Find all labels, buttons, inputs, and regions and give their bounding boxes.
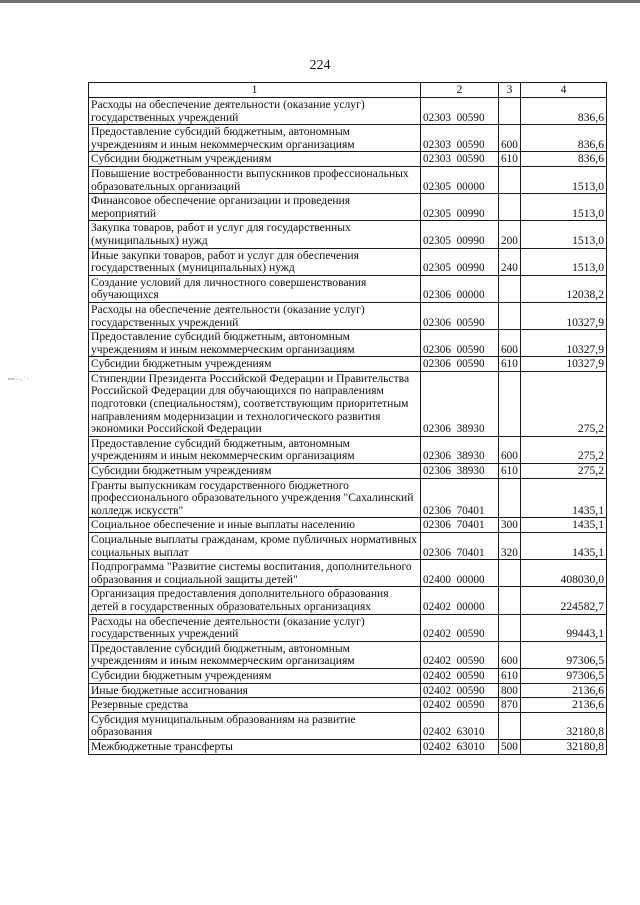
header-col-3: 3: [499, 83, 521, 98]
row-name: Финансовое обеспечение организации и проведения мероприятий: [89, 194, 421, 221]
row-type: 600: [499, 641, 521, 668]
row-code: 02306 70401: [421, 533, 499, 560]
row-code: 02303 00590: [421, 125, 499, 152]
row-type: [499, 614, 521, 641]
table-row: [89, 221, 607, 248]
page-number: 224: [309, 58, 331, 73]
row-type: [499, 194, 521, 221]
table-row: [89, 712, 607, 739]
row-type: [499, 587, 521, 614]
scan-top-edge: [0, 0, 640, 3]
row-code: 02306 38930: [421, 436, 499, 463]
table-row: [89, 533, 607, 560]
header-col-1: 1: [89, 83, 421, 98]
row-name: Расходы на обеспечение деятельности (оказание услуг) государственных учреждений: [89, 614, 421, 641]
row-name: Расходы на обеспечение деятельности (оказание услуг) государственных учреждений: [89, 98, 421, 125]
table-row: [89, 357, 607, 372]
row-amount: 10327,9: [521, 302, 607, 329]
row-name: Социальные выплаты гражданам, кроме публичных нормативных социальных выплат: [89, 533, 421, 560]
row-name: Создание условий для личностного совершенствования обучающихся: [89, 275, 421, 302]
row-amount: 1435,1: [521, 478, 607, 518]
header-col-4: 4: [521, 83, 607, 98]
table-row: [89, 152, 607, 167]
row-amount: 1513,0: [521, 166, 607, 193]
row-type: [499, 712, 521, 739]
row-name: Расходы на обеспечение деятельности (оказание услуг) государственных учреждений: [89, 302, 421, 329]
header-col-2: 2: [421, 83, 499, 98]
row-code: 02306 00590: [421, 302, 499, 329]
table-row: [89, 371, 607, 436]
row-amount: 408030,0: [521, 560, 607, 587]
row-amount: 836,6: [521, 152, 607, 167]
row-name: Субсидии бюджетным учреждениям: [89, 464, 421, 479]
table-row: [89, 668, 607, 683]
row-code: 02306 00590: [421, 357, 499, 372]
row-code: 02305 00990: [421, 194, 499, 221]
row-amount: 275,2: [521, 464, 607, 479]
row-name: Предоставление субсидий бюджетным, автономным учреждениям и иным некоммерческим организациям: [89, 641, 421, 668]
row-code: 02402 00590: [421, 614, 499, 641]
row-code: 02402 00590: [421, 668, 499, 683]
row-amount: 32180,8: [521, 712, 607, 739]
row-amount: 2136,6: [521, 683, 607, 698]
table-row: [89, 275, 607, 302]
row-amount: 1513,0: [521, 221, 607, 248]
row-name: Предоставление субсидий бюджетным, автономным учреждениям и иным некоммерческим организациям: [89, 330, 421, 357]
row-type: 320: [499, 533, 521, 560]
row-amount: 224582,7: [521, 587, 607, 614]
row-code: 02402 63010: [421, 712, 499, 739]
row-code: 02306 38930: [421, 371, 499, 436]
row-type: 800: [499, 683, 521, 698]
table-row: [89, 194, 607, 221]
row-code: 02305 00000: [421, 166, 499, 193]
row-type: [499, 371, 521, 436]
row-code: 02400 00000: [421, 560, 499, 587]
row-type: 600: [499, 330, 521, 357]
row-name: Подпрограмма "Развитие системы воспитания, дополнительного образования и социальной защиты детей": [89, 560, 421, 587]
row-type: 240: [499, 248, 521, 275]
row-type: 610: [499, 668, 521, 683]
row-type: 600: [499, 436, 521, 463]
row-type: 610: [499, 357, 521, 372]
row-code: 02402 00590: [421, 641, 499, 668]
row-type: 300: [499, 518, 521, 533]
table-row: [89, 248, 607, 275]
row-name: Субсидии бюджетным учреждениям: [89, 357, 421, 372]
row-code: 02305 00990: [421, 248, 499, 275]
header-row: [89, 83, 607, 98]
row-amount: 10327,9: [521, 330, 607, 357]
table-row: [89, 698, 607, 713]
row-type: [499, 98, 521, 125]
row-type: 500: [499, 739, 521, 754]
row-amount: 1435,1: [521, 533, 607, 560]
row-name: Субсидии бюджетным учреждениям: [89, 668, 421, 683]
row-name: Субсидии бюджетным учреждениям: [89, 152, 421, 167]
table-row: [89, 436, 607, 463]
row-amount: 275,2: [521, 371, 607, 436]
row-name: Предоставление субсидий бюджетным, автономным учреждениям и иным некоммерческим организациям: [89, 125, 421, 152]
row-name: Иные бюджетные ассигнования: [89, 683, 421, 698]
row-code: 02402 63010: [421, 739, 499, 754]
row-name: Гранты выпускникам государственного бюджетного профессионального образовательного учреждения "Сахалинский колледж искусств": [89, 478, 421, 518]
row-amount: 275,2: [521, 436, 607, 463]
row-type: 870: [499, 698, 521, 713]
scan-artifact-mark: ꟷ·∙‧˙·: [8, 375, 30, 384]
table-row: [89, 478, 607, 518]
row-code: 02402 00590: [421, 683, 499, 698]
row-type: [499, 478, 521, 518]
table-row: [89, 641, 607, 668]
row-code: 02303 00590: [421, 98, 499, 125]
table-row: [89, 587, 607, 614]
row-name: Закупка товаров, работ и услуг для государственных (муниципальных) нужд: [89, 221, 421, 248]
row-name: Повышение востребованности выпускников профессиональных образовательных организаций: [89, 166, 421, 193]
table-row: [89, 330, 607, 357]
table-row: [89, 166, 607, 193]
row-name: Организация предоставления дополнительного образования детей в государственных образовательных организациях: [89, 587, 421, 614]
row-name: Резервные средства: [89, 698, 421, 713]
row-code: 02306 00000: [421, 275, 499, 302]
row-amount: 836,6: [521, 98, 607, 125]
row-name: Субсидия муниципальным образованиям на развитие образования: [89, 712, 421, 739]
row-code: 02305 00990: [421, 221, 499, 248]
table-row: [89, 739, 607, 754]
table-row: [89, 518, 607, 533]
row-code: 02402 00590: [421, 698, 499, 713]
row-amount: 1513,0: [521, 248, 607, 275]
table-row: [89, 560, 607, 587]
row-name: Предоставление субсидий бюджетным, автономным учреждениям и иным некоммерческим организациям: [89, 436, 421, 463]
row-amount: 1513,0: [521, 194, 607, 221]
row-type: [499, 302, 521, 329]
row-amount: 2136,6: [521, 698, 607, 713]
table-row: [89, 98, 607, 125]
row-amount: 99443,1: [521, 614, 607, 641]
row-amount: 97306,5: [521, 668, 607, 683]
row-type: 610: [499, 464, 521, 479]
table-row: [89, 614, 607, 641]
row-type: 600: [499, 125, 521, 152]
row-type: [499, 275, 521, 302]
row-type: 200: [499, 221, 521, 248]
row-amount: 1435,1: [521, 518, 607, 533]
row-name: Стипендии Президента Российской Федерации и Правительства Российской Федерации для обучающихся по направлениям подготовки (специальностям), соответствующим приоритетным направлениям модернизации и технологического развития экономики Российской Федерации: [89, 371, 421, 436]
budget-table: [88, 82, 607, 755]
row-amount: 97306,5: [521, 641, 607, 668]
row-code: 02306 00590: [421, 330, 499, 357]
table-row: [89, 464, 607, 479]
row-amount: 10327,9: [521, 357, 607, 372]
row-code: 02303 00590: [421, 152, 499, 167]
row-code: 02306 70401: [421, 518, 499, 533]
table-row: [89, 302, 607, 329]
row-amount: 12038,2: [521, 275, 607, 302]
row-code: 02306 70401: [421, 478, 499, 518]
row-name: Межбюджетные трансферты: [89, 739, 421, 754]
row-type: [499, 166, 521, 193]
row-code: 02402 00000: [421, 587, 499, 614]
row-code: 02306 38930: [421, 464, 499, 479]
row-amount: 32180,8: [521, 739, 607, 754]
table-row: [89, 683, 607, 698]
row-type: [499, 560, 521, 587]
table-row: [89, 125, 607, 152]
row-name: Социальное обеспечение и иные выплаты населению: [89, 518, 421, 533]
row-name: Иные закупки товаров, работ и услуг для обеспечения государственных (муниципальных) нужд: [89, 248, 421, 275]
row-type: 610: [499, 152, 521, 167]
row-amount: 836,6: [521, 125, 607, 152]
